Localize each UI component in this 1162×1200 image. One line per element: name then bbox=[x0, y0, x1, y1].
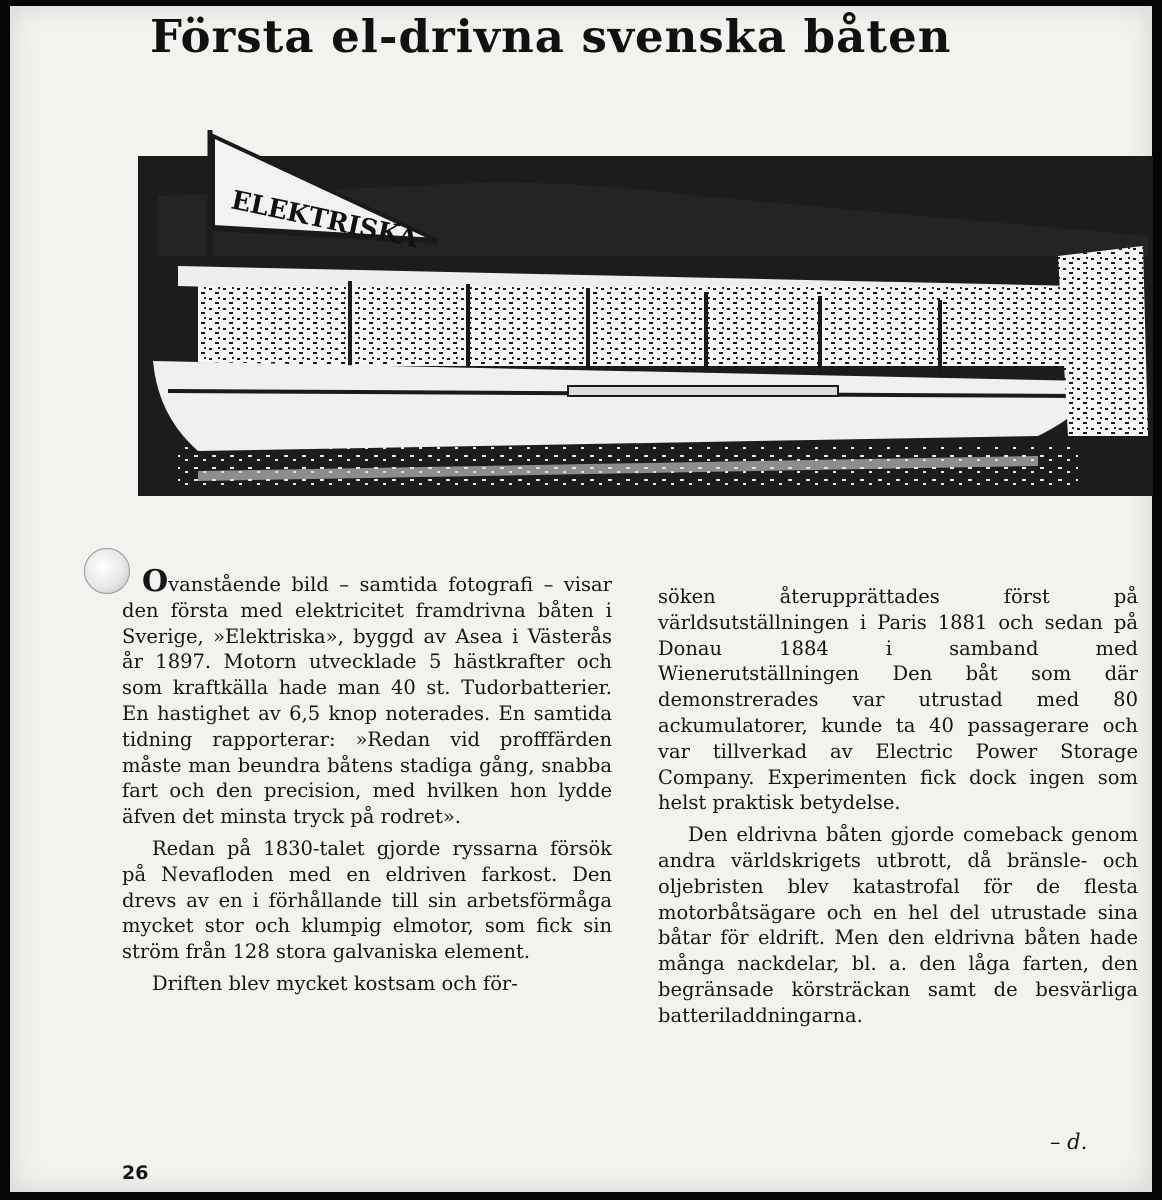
paragraph-1-text: vanstående bild – samtida fotografi – visar den första med elektricitet framdrivna båten i Sverige, »Elektriska», byggd av Asea i Västerås år 1897. Motorn utvecklade 5 hästkrafter och som kraftkälla hade man 40 st. Tudorbatterier. En hastighet av 6,5 knop noterades. En samtida tidning rapporterar: »Redan vid profffärden måste man beundra båtens stadiga gång, snabba fart och den precision, med hvilken hon lydde äfven det minsta tryck på rodret». bbox=[122, 573, 612, 829]
flag-label: ELEKTRISKA bbox=[228, 185, 425, 256]
paragraph-1 bbox=[122, 564, 612, 830]
boat-photograph bbox=[138, 116, 1158, 521]
author-signature: – d. bbox=[1050, 1130, 1088, 1154]
paragraph-5: Den eldrivna båten gjorde comeback genom andra världskrigets utbrott, då bränsle- och oljebristen blev katastrofal för de flesta motorbåtsägare och en hel del utrustade sina båtar för eldrift. Men den eldrivna båten hade många nackdelar, bl. a. den låga farten, den begränsade körsträckan samt de besvärliga batteriladdningarna. bbox=[658, 823, 1138, 1027]
page-number: 26 bbox=[122, 1162, 149, 1184]
drop-cap: O bbox=[142, 564, 169, 599]
paragraph-3: Driften blev mycket kostsam och för- bbox=[152, 971, 518, 995]
article-column-left bbox=[122, 564, 612, 1003]
paragraph-2: Redan på 1830-talet gjorde ryssarna försök på Nevafloden med en eldriven farkost. Den drevs av en i förhållande till sin arbetsförmåga mycket stor och klumpig elmotor, som fick sin ström från 128 stora galvaniska element. bbox=[122, 836, 612, 964]
boat-photo-illustration bbox=[138, 116, 1158, 521]
article-column-right bbox=[658, 584, 1138, 1035]
paragraph-4: söken återupprättades först på världsutställningen i Paris 1881 och sedan på Donau 1884 i samband med Wienerutställningen Den båt som där demonstrerades var utrustad med 80 ackumulatorer, kunde ta 40 passagerare och var tillverkad av Electric Power Storage Company. Experimenten fick dock ingen som helst praktisk betydelse. bbox=[658, 585, 1138, 815]
article-title: Första el-drivna svenska båten bbox=[150, 10, 952, 63]
newspaper-clipping bbox=[10, 6, 1152, 1192]
